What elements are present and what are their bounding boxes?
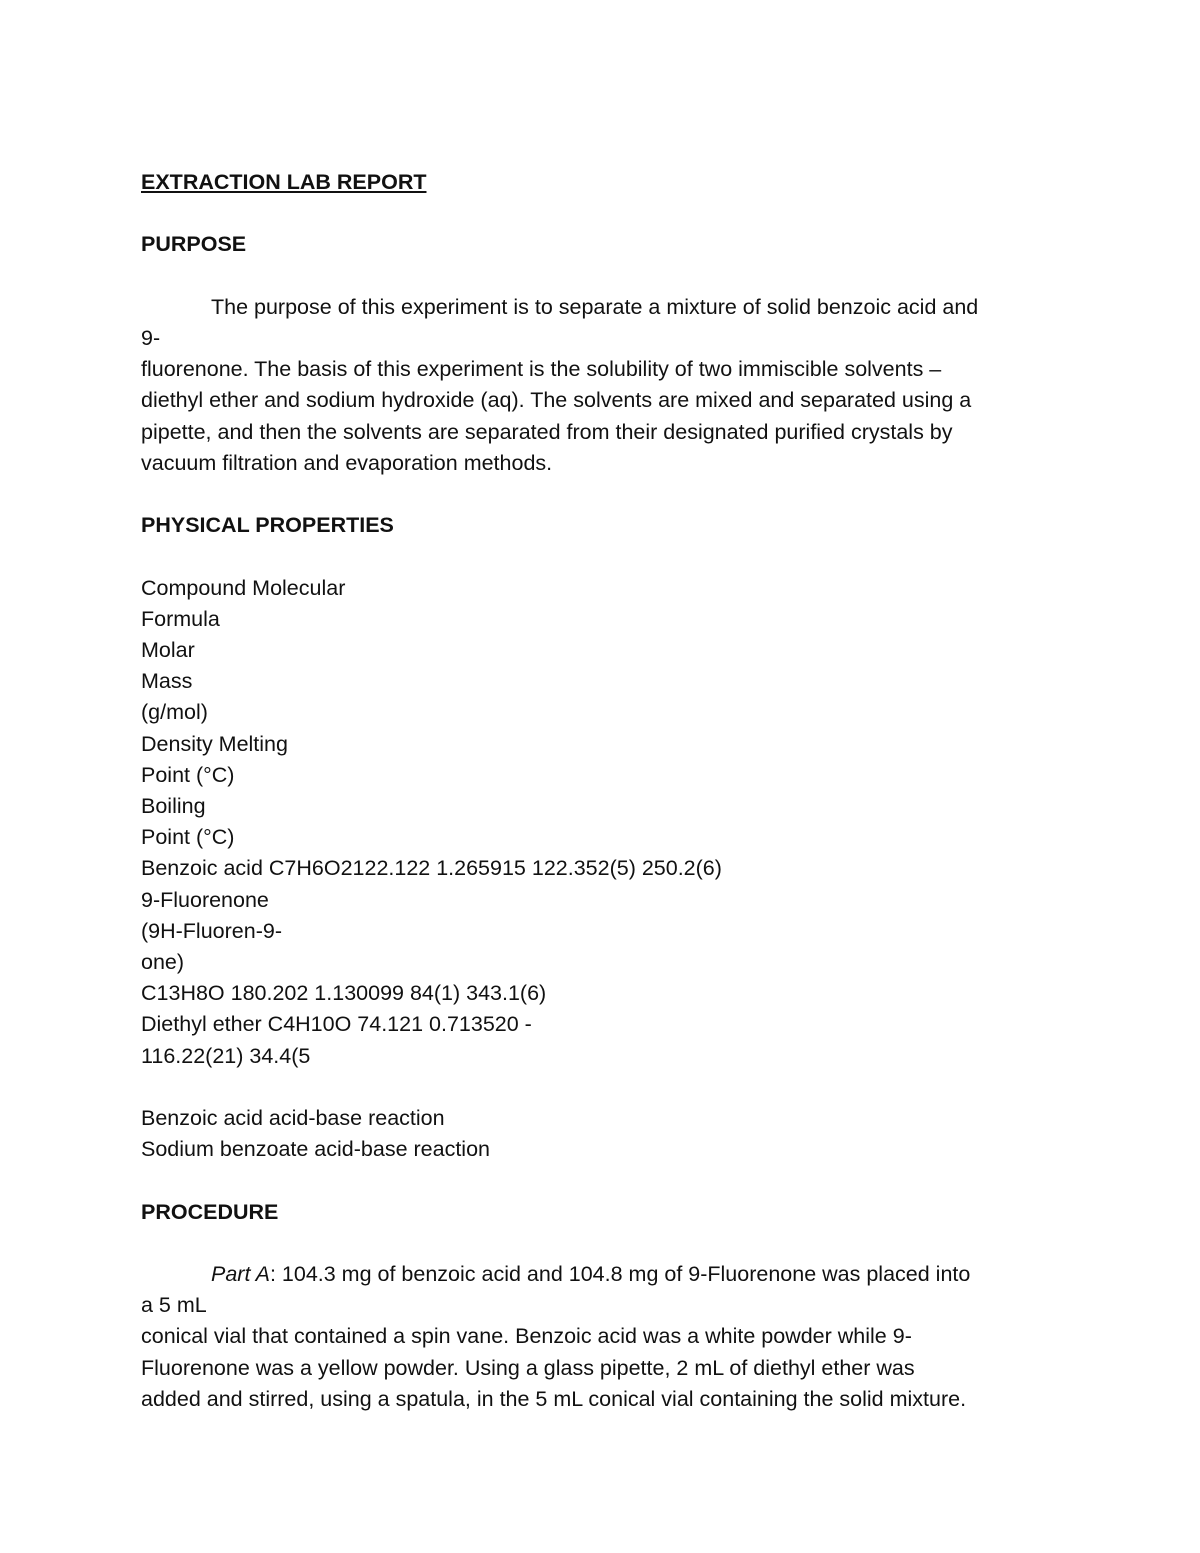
purpose-line: fluorenone. The basis of this experiment is the solubility of two immiscible solvents – (141, 357, 942, 382)
properties-line: one) (141, 950, 185, 975)
properties-line: Density Melting (141, 731, 288, 756)
properties-line: Molar (141, 637, 195, 662)
reaction-line: Benzoic acid acid-base reaction (141, 1106, 445, 1131)
properties-line: Benzoic acid C7H6O2122.122 1.265915 122.352(5) 250.2(6) (141, 856, 722, 881)
spacer (141, 541, 1141, 572)
spacer (141, 479, 1141, 510)
properties-line: Point (°C) (141, 825, 235, 850)
purpose-line: The purpose of this experiment is to separate a mixture of solid benzoic acid and (211, 294, 979, 319)
purpose-line: diethyl ether and sodium hydroxide (aq). The solvents are mixed and separated using a (141, 388, 972, 413)
properties-line: (9H-Fluoren-9- (141, 918, 282, 943)
spacer (141, 198, 1141, 229)
properties-line: Compound Molecular (141, 575, 346, 600)
spacer (141, 1228, 1141, 1259)
procedure-line: Fluorenone was a yellow powder. Using a glass pipette, 2 mL of diethyl ether was (141, 1355, 915, 1380)
spacer (141, 261, 1141, 292)
spacer (141, 1165, 1141, 1196)
procedure-line: added and stirred, using a spatula, in the 5 mL conical vial containing the solid mixture. (141, 1386, 967, 1411)
properties-line: Formula (141, 606, 220, 631)
properties-line: Diethyl ether C4H10O 74.121 0.713520 - (141, 1012, 532, 1037)
properties-line: 116.22(21) 34.4(5 (141, 1043, 311, 1068)
part-a-label: Part A (211, 1262, 270, 1286)
procedure-heading: PROCEDURE (141, 1199, 279, 1224)
procedure-first-line (141, 1259, 1141, 1290)
physical-properties-heading: PHYSICAL PROPERTIES (141, 513, 394, 538)
properties-line: 9-Fluorenone (141, 887, 269, 912)
procedure-first-line-text: : 104.3 mg of benzoic acid and 104.8 mg of 9-Fluorenone was placed into (269, 1262, 971, 1286)
properties-line: C13H8O 180.202 1.130099 84(1) 343.1(6) (141, 981, 547, 1006)
spacer (141, 1072, 1141, 1103)
properties-line: Mass (141, 669, 193, 694)
document-page (141, 167, 1141, 1415)
properties-line: Point (°C) (141, 762, 235, 787)
document-title: EXTRACTION LAB REPORT (141, 170, 427, 194)
properties-line: Boiling (141, 794, 206, 818)
purpose-heading: PURPOSE (141, 232, 247, 257)
procedure-line: conical vial that contained a spin vane. Benzoic acid was a white powder while 9- (141, 1324, 912, 1349)
procedure-line: a 5 mL (141, 1293, 207, 1318)
purpose-line: vacuum filtration and evaporation methods. (141, 450, 553, 475)
reaction-line: Sodium benzoate acid-base reaction (141, 1137, 490, 1162)
purpose-line: pipette, and then the solvents are separated from their designated purified crystals by (141, 419, 953, 444)
purpose-line: 9- (141, 325, 161, 350)
properties-line: (g/mol) (141, 700, 208, 725)
